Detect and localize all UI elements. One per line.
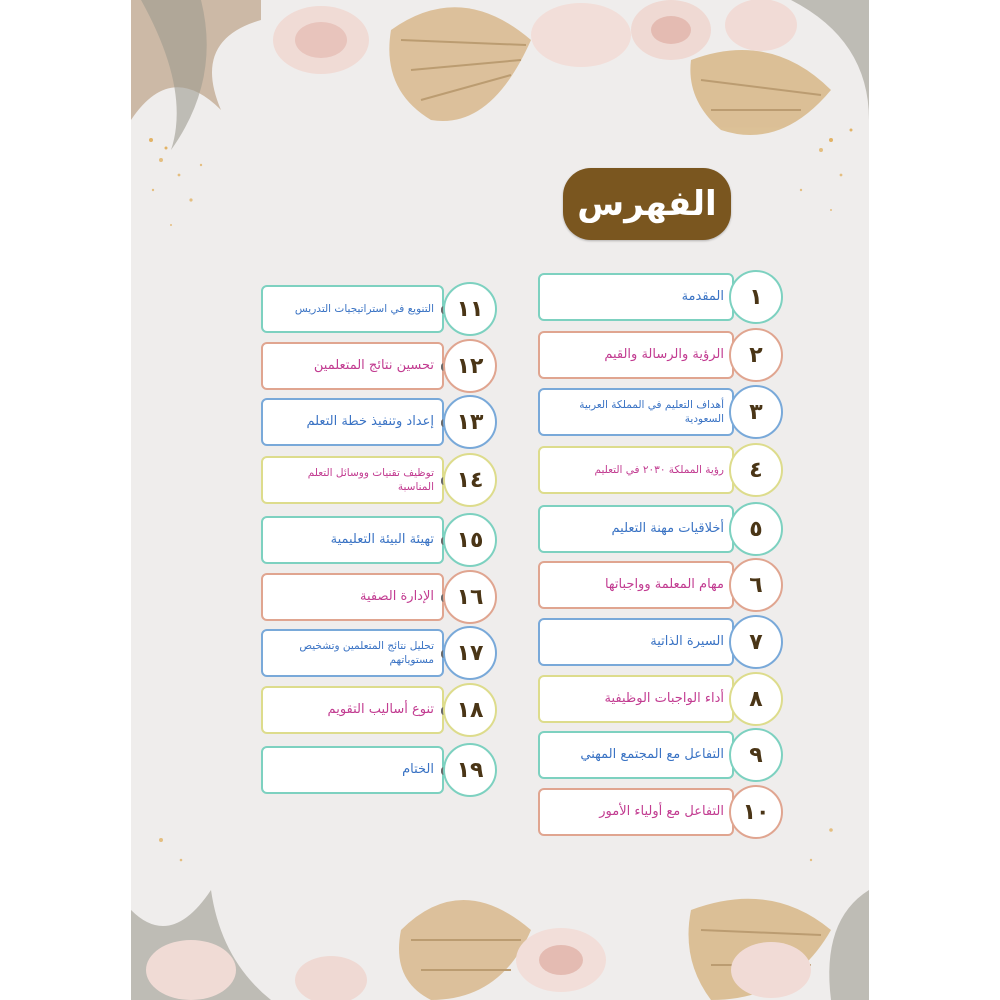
entry-number-badge: ١٩ (443, 743, 497, 797)
toc-entry-2[interactable] (538, 331, 783, 383)
entry-label-box (261, 398, 444, 446)
entry-label-box (538, 788, 734, 836)
entry-label: الإدارة الصفية (360, 589, 434, 605)
entry-label: توظيف تقنيات ووسائل التعلم المناسبة (307, 466, 434, 493)
entry-number-badge: ٨ (729, 672, 783, 726)
toc-entry-16[interactable] (261, 573, 506, 625)
toc-entry-9[interactable] (538, 731, 783, 783)
entry-label: السيرة الذاتية (650, 634, 724, 650)
entry-number-badge: ٣ (729, 385, 783, 439)
entry-label-box (261, 516, 444, 564)
entry-label-box (538, 388, 734, 436)
entry-number-badge: ١٣ (443, 395, 497, 449)
entry-label: الرؤية والرسالة والقيم (604, 347, 724, 363)
entry-number-badge: ١٨ (443, 683, 497, 737)
toc-entry-4[interactable] (538, 446, 783, 498)
page-title: الفهرس (563, 168, 731, 240)
toc-entry-12[interactable] (261, 342, 506, 394)
entry-number-badge: ١٤ (443, 453, 497, 507)
entry-number-badge: ٩ (729, 728, 783, 782)
entry-label-box (538, 505, 734, 553)
entry-label: رؤية المملكة ٢٠٣٠ في التعليم (594, 463, 724, 476)
entry-label-box (538, 731, 734, 779)
entry-number-badge: ١٧ (443, 626, 497, 680)
entry-number-badge: ٧ (729, 615, 783, 669)
entry-label-box (261, 573, 444, 621)
toc-entry-6[interactable] (538, 561, 783, 613)
entry-label-box (261, 746, 444, 794)
entry-label-box (261, 629, 444, 677)
entry-label-box (538, 561, 734, 609)
entry-label: أخلاقيات مهنة التعليم (611, 521, 724, 537)
toc-entry-15[interactable] (261, 516, 506, 568)
entry-label-box (261, 456, 444, 504)
entry-label: مهام المعلمة وواجباتها (604, 577, 724, 593)
entry-label: أهداف التعليم في المملكة العربية السعودية (579, 398, 724, 425)
entry-number-badge: ١١ (443, 282, 497, 336)
entry-label: تحسين نتائج المتعلمين (313, 358, 434, 374)
entry-number-badge: ٤ (729, 443, 783, 497)
toc-entry-1[interactable] (538, 273, 783, 325)
entry-label: أداء الواجبات الوظيفية (604, 691, 724, 707)
entry-label: الختام (402, 762, 434, 778)
entry-label-box (538, 675, 734, 723)
toc-entry-3[interactable] (538, 388, 783, 440)
entry-label: التنويع في استراتيجيات التدريس (294, 302, 434, 315)
entry-label-box (261, 285, 444, 333)
entry-number-badge: ٢ (729, 328, 783, 382)
toc-entry-17[interactable] (261, 629, 506, 681)
entry-label-box (538, 331, 734, 379)
entry-label: تحليل نتائج المتعلمين وتشخيص مستوياتهم (299, 639, 434, 666)
entry-number-badge: ١٢ (443, 339, 497, 393)
entry-number-badge: ١٠ (729, 785, 783, 839)
toc-entry-13[interactable] (261, 398, 506, 450)
entry-label-box (538, 273, 734, 321)
entry-label-box (261, 686, 444, 734)
entry-number-badge: ١٥ (443, 513, 497, 567)
entry-number-badge: ١ (729, 270, 783, 324)
entry-label: تهيئة البيئة التعليمية (330, 532, 434, 548)
entry-number-badge: ٦ (729, 558, 783, 612)
toc-entry-14[interactable] (261, 456, 506, 508)
entry-number-badge: ١٦ (443, 570, 497, 624)
toc-entry-18[interactable] (261, 686, 506, 738)
entry-number-badge: ٥ (729, 502, 783, 556)
entry-label: التفاعل مع أولياء الأمور (599, 804, 724, 820)
entry-label: التفاعل مع المجتمع المهني (580, 747, 724, 763)
entry-label: إعداد وتنفيذ خطة التعلم (306, 414, 434, 430)
entry-label: تنوع أساليب التقويم (327, 702, 434, 718)
toc-entry-19[interactable] (261, 746, 506, 798)
toc-entry-7[interactable] (538, 618, 783, 670)
toc-entry-11[interactable] (261, 285, 506, 337)
entry-label: المقدمة (681, 289, 724, 305)
entry-label-box (538, 446, 734, 494)
toc-entry-10[interactable] (538, 788, 783, 840)
entry-label-box (538, 618, 734, 666)
entry-label-box (261, 342, 444, 390)
toc-entry-5[interactable] (538, 505, 783, 557)
toc-entry-8[interactable] (538, 675, 783, 727)
